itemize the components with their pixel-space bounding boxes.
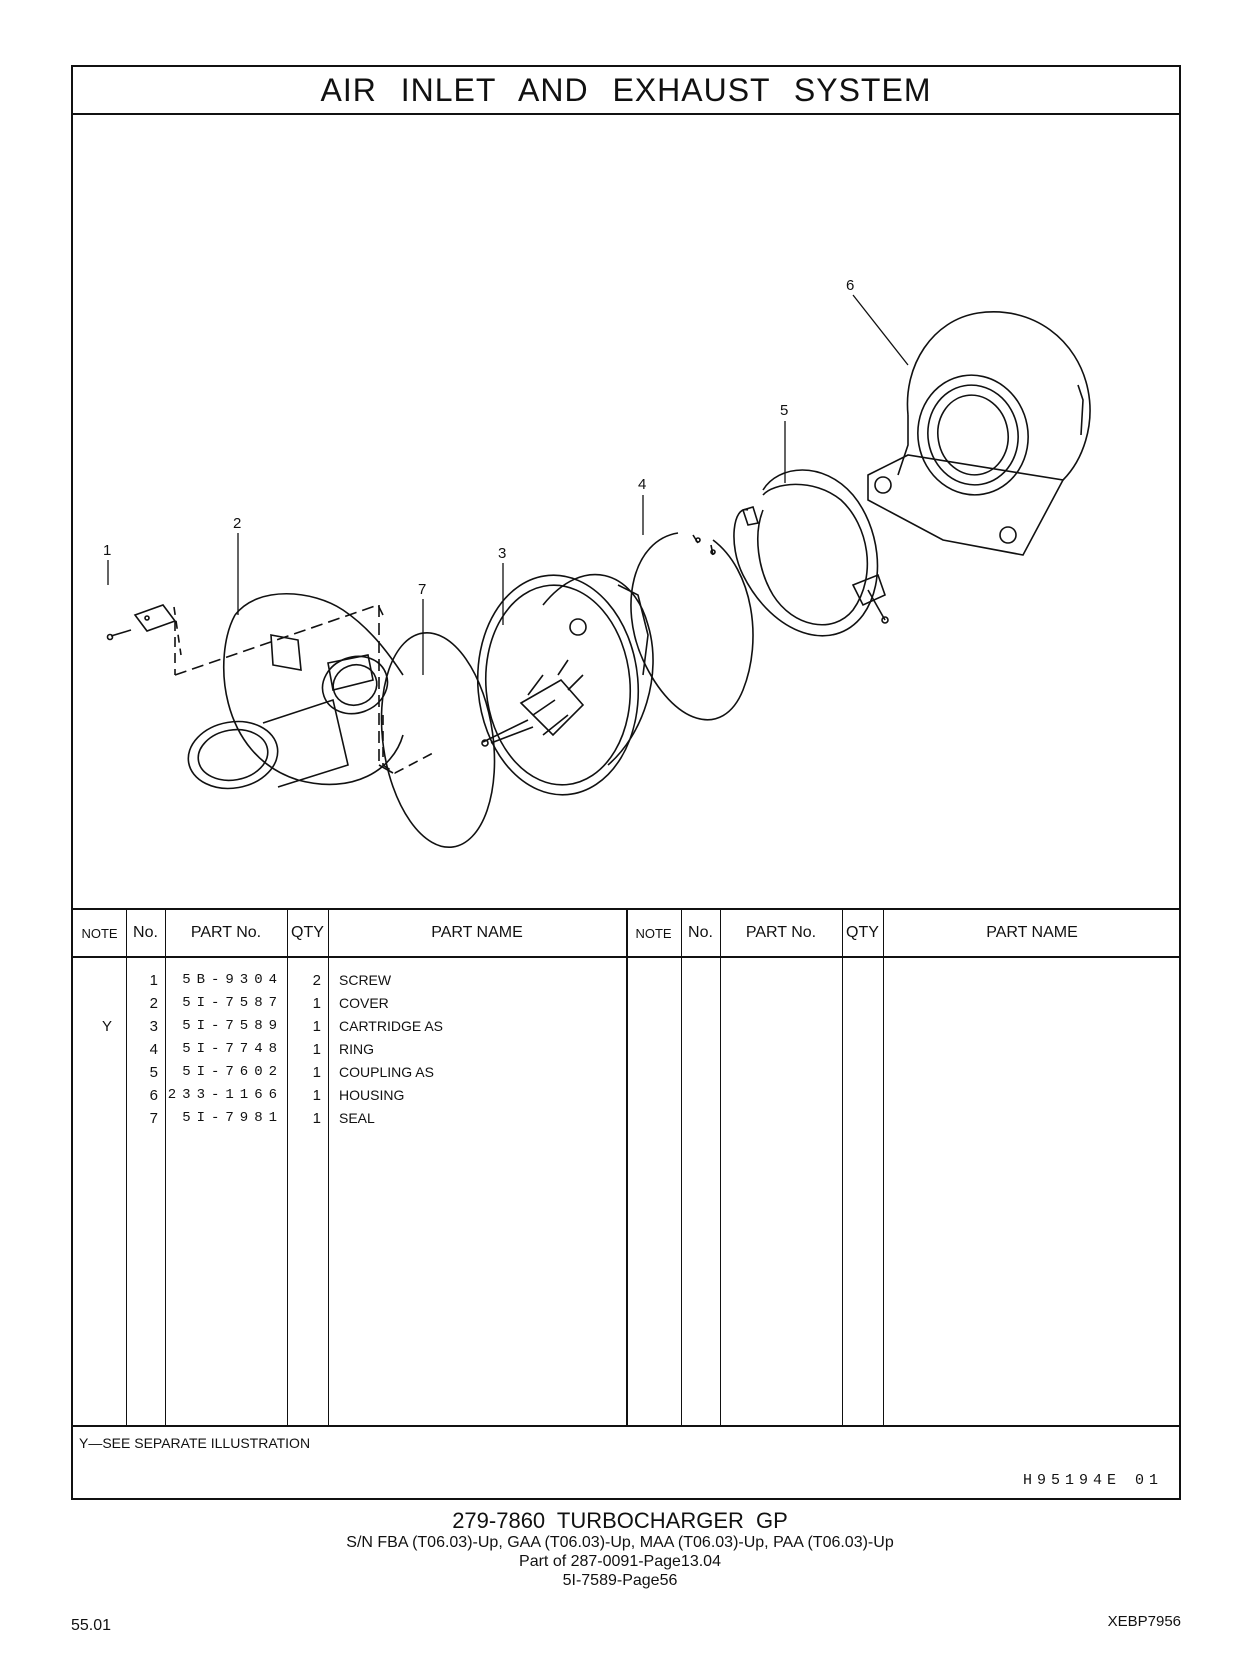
callout-6: 6	[846, 277, 855, 294]
caption-reference: 5I-7589-Page56	[562, 1572, 678, 1589]
row-qty: 1	[312, 1041, 321, 1058]
row-part-name: HOUSING	[339, 1087, 405, 1103]
row-qty: 1	[312, 995, 321, 1012]
row-qty: 2	[312, 972, 321, 989]
page-number: 55.01	[71, 1617, 112, 1634]
row-part-no: 5I-7587	[182, 995, 283, 1011]
row-qty: 1	[312, 1064, 321, 1081]
header-qty: QTY	[291, 924, 324, 941]
header-note-right: NOTE	[635, 925, 672, 941]
exploded-view-illustration	[73, 115, 1179, 908]
table-row	[73, 969, 1179, 992]
row-no: 6	[149, 1087, 158, 1104]
row-no: 4	[149, 1041, 158, 1058]
row-part-name: COUPLING AS	[339, 1064, 434, 1080]
document-number: XEBP7956	[1107, 1613, 1181, 1630]
row-part-no: 5B-9304	[182, 972, 283, 988]
illustration-code: H95194E 01	[1022, 1472, 1163, 1489]
section-title-bar	[73, 67, 1179, 115]
row-part-no: 5I-7981	[182, 1110, 283, 1126]
part-2-cover-drawing	[175, 594, 403, 796]
callout-4: 4	[638, 476, 647, 493]
callout-numbers	[103, 277, 854, 598]
row-no: 7	[149, 1110, 158, 1127]
row-part-name: COVER	[339, 995, 389, 1011]
header-note: NOTE	[81, 925, 118, 941]
row-note: Y	[101, 1018, 112, 1035]
footnote: Y—SEE SEPARATE ILLUSTRATION	[79, 1435, 311, 1451]
footnote-area	[73, 1425, 1179, 1502]
callout-3: 3	[498, 545, 507, 562]
table-row	[73, 1084, 1179, 1107]
header-part-name-right: PART NAME	[986, 924, 1078, 941]
table-row	[73, 1107, 1179, 1130]
callout-2: 2	[233, 515, 242, 532]
row-qty: 1	[312, 1018, 321, 1035]
section-title: AIR INLET AND EXHAUST SYSTEM	[320, 71, 932, 108]
parts-table	[73, 908, 1179, 1425]
row-part-name: RING	[339, 1041, 374, 1057]
part-3-cartridge-drawing	[469, 568, 653, 801]
table-row	[73, 1038, 1179, 1061]
row-part-no: 5I-7602	[182, 1064, 283, 1080]
row-part-name: SEAL	[339, 1110, 375, 1126]
row-part-no: 5I-7589	[182, 1018, 283, 1034]
caption-part-of: Part of 287-0091-Page13.04	[519, 1553, 721, 1570]
header-no-right: No.	[688, 924, 713, 941]
row-part-name: CARTRIDGE AS	[339, 1018, 443, 1034]
part-5-coupling-drawing	[734, 470, 888, 636]
table-row	[73, 1061, 1179, 1084]
row-qty: 1	[312, 1087, 321, 1104]
header-qty-right: QTY	[846, 924, 879, 941]
part-1-screw-drawing	[108, 605, 182, 675]
row-part-no: 5I-7748	[182, 1041, 283, 1057]
callout-1: 1	[103, 542, 112, 559]
caption-serial-numbers: S/N FBA (T06.03)-Up, GAA (T06.03)-Up, MAA (T06.03)-Up, PAA (T06.03)-Up	[346, 1534, 894, 1551]
part-6-housing-drawing	[868, 312, 1090, 555]
table-row	[73, 992, 1179, 1015]
row-no: 2	[149, 995, 158, 1012]
header-part-name: PART NAME	[431, 924, 523, 941]
callout-5: 5	[780, 402, 789, 419]
page-frame	[71, 65, 1181, 1500]
row-qty: 1	[312, 1110, 321, 1127]
table-row	[73, 1015, 1179, 1038]
header-part-no: PART No.	[190, 924, 262, 941]
row-no: 5	[149, 1064, 158, 1081]
caption-title: 279-7860 TURBOCHARGER GP	[452, 1508, 788, 1533]
row-no: 3	[149, 1018, 158, 1035]
callout-7: 7	[418, 581, 427, 598]
header-part-no-right: PART No.	[745, 924, 817, 941]
row-part-name: SCREW	[339, 972, 392, 988]
row-part-no: 233-1166	[167, 1087, 283, 1103]
header-no: No.	[133, 924, 158, 941]
row-no: 1	[149, 972, 158, 989]
